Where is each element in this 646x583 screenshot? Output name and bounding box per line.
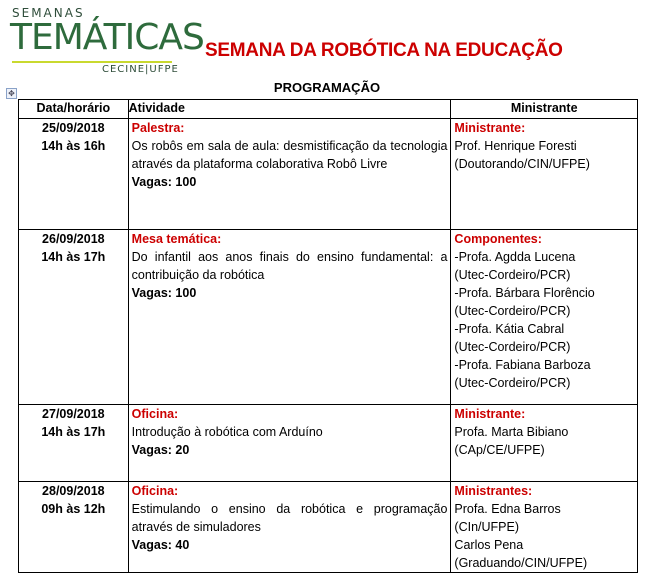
- table-header-row: [19, 100, 638, 119]
- date-cell: [19, 230, 129, 405]
- table-row: [19, 482, 638, 573]
- table-move-handle-icon[interactable]: ✥: [6, 88, 17, 99]
- logo-cecine-text: CECINE|UFPE: [102, 64, 179, 75]
- logo-tematicas-text: TEMÁTICAS: [10, 17, 204, 58]
- page-title: SEMANA DA ROBÓTICA NA EDUCAÇÃO: [205, 40, 563, 61]
- activity-cell: [128, 482, 451, 573]
- speaker-cell: [451, 119, 638, 230]
- logo-semanas-text: SEMANAS: [12, 6, 85, 20]
- speaker-line: Profa. Marta Bibiano: [454, 425, 569, 439]
- date: 26/09/2018: [42, 232, 105, 246]
- speaker-line: (Doutorando/CIN/UFPE): [454, 157, 590, 171]
- speaker-line: (CIn/UFPE): [454, 520, 520, 534]
- speaker-line: -Profa. Bárbara Florêncio: [454, 286, 595, 300]
- logo-divider: [12, 61, 172, 63]
- date: 25/09/2018: [42, 121, 105, 135]
- vagas: Vagas: 40: [131, 538, 190, 552]
- speaker-line: (CAp/CE/UFPE): [454, 443, 545, 457]
- date-cell: [19, 119, 129, 230]
- speaker-line: (Utec-Cordeiro/PCR): [454, 376, 571, 390]
- speaker-line: (Graduando/CIN/UFPE): [454, 556, 588, 570]
- date: 27/09/2018: [42, 407, 105, 421]
- speaker-role: Ministrante:: [454, 407, 526, 421]
- activity-type: Oficina:: [131, 484, 179, 498]
- table-row: [19, 119, 638, 230]
- date-cell: [19, 482, 129, 573]
- table-row: [19, 230, 638, 405]
- speaker-role: Ministrantes:: [454, 484, 533, 498]
- speaker-line: (Utec-Cordeiro/PCR): [454, 268, 571, 282]
- activity-description: Do infantil aos anos finais do ensino fundamental: a contribuição da robótica: [131, 250, 448, 282]
- speaker-line: Prof. Henrique Foresti: [454, 139, 577, 153]
- date: 28/09/2018: [42, 484, 105, 498]
- header-speaker: Ministrante: [451, 100, 638, 119]
- speaker-cell: [451, 230, 638, 405]
- header-date: Data/horário: [19, 100, 129, 119]
- time: 14h às 16h: [41, 139, 106, 153]
- date-cell: [19, 405, 129, 482]
- table-row: [19, 405, 638, 482]
- speaker-cell: [451, 482, 638, 573]
- speaker-role: Componentes:: [454, 232, 542, 246]
- activity-description: Estimulando o ensino da robótica e programação através de simuladores: [131, 502, 448, 534]
- time: 09h às 12h: [41, 502, 106, 516]
- vagas: Vagas: 20: [131, 443, 190, 457]
- activity-cell: [128, 230, 451, 405]
- vagas: Vagas: 100: [131, 286, 197, 300]
- speaker-line: (Utec-Cordeiro/PCR): [454, 340, 571, 354]
- time: 14h às 17h: [41, 250, 106, 264]
- speaker-line: -Profa. Agdda Lucena: [454, 250, 576, 264]
- speaker-line: -Profa. Kátia Cabral: [454, 322, 565, 336]
- time: 14h às 17h: [41, 425, 106, 439]
- activity-description: Os robôs em sala de aula: desmistificação da tecnologia através da plataforma colaborativa Robô Livre: [131, 139, 448, 171]
- header-activity: Atividade: [128, 100, 451, 119]
- speaker-line: (Utec-Cordeiro/PCR): [454, 304, 571, 318]
- semanas-tematicas-logo: [10, 2, 204, 82]
- activity-cell: [128, 119, 451, 230]
- vagas: Vagas: 100: [131, 175, 197, 189]
- activity-cell: [128, 405, 451, 482]
- speaker-role: Ministrante:: [454, 121, 526, 135]
- activity-type: Mesa temática:: [131, 232, 222, 246]
- activity-type: Palestra:: [131, 121, 185, 135]
- speaker-line: Carlos Pena: [454, 538, 524, 552]
- schedule-table: [18, 99, 638, 573]
- speaker-cell: [451, 405, 638, 482]
- activity-type: Oficina:: [131, 407, 179, 421]
- speaker-line: -Profa. Fabiana Barboza: [454, 358, 591, 372]
- section-heading: PROGRAMAÇÃO: [273, 80, 381, 95]
- speaker-line: Profa. Edna Barros: [454, 502, 561, 516]
- activity-description: Introdução à robótica com Arduíno: [131, 425, 323, 439]
